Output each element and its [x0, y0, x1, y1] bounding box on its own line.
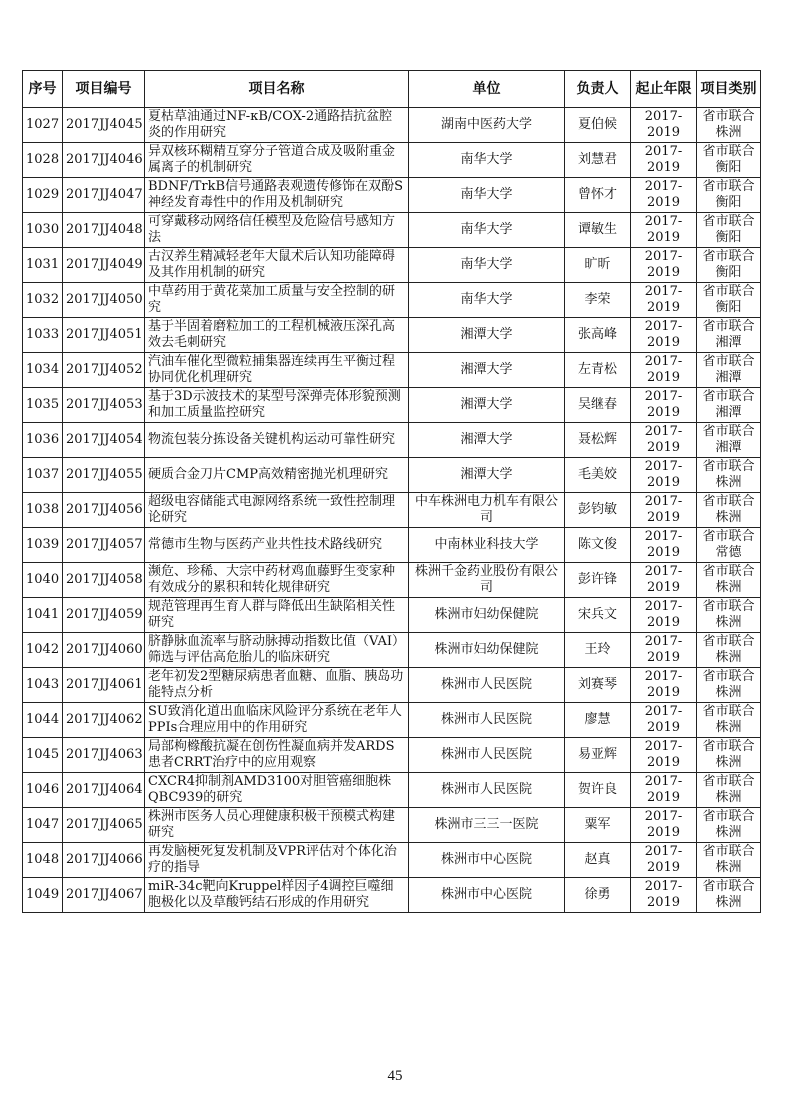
table-row — [23, 283, 761, 318]
cell-code: 2017JJ4064 — [63, 773, 145, 808]
cell-unit: 南华大学 — [409, 213, 565, 248]
cell-code: 2017JJ4052 — [63, 353, 145, 388]
table-row — [23, 633, 761, 668]
cell-unit: 湘潭大学 — [409, 388, 565, 423]
cell-years: 2017- 2019 — [631, 143, 697, 178]
table-row — [23, 108, 761, 143]
cell-code: 2017JJ4046 — [63, 143, 145, 178]
table-row — [23, 178, 761, 213]
cell-seq: 1030 — [23, 213, 63, 248]
cell-seq: 1046 — [23, 773, 63, 808]
table-row — [23, 773, 761, 808]
cell-person: 宋兵文 — [565, 598, 631, 633]
table-row — [23, 423, 761, 458]
cell-code: 2017JJ4059 — [63, 598, 145, 633]
cell-code: 2017JJ4063 — [63, 738, 145, 773]
cell-years: 2017- 2019 — [631, 738, 697, 773]
cell-seq: 1033 — [23, 318, 63, 353]
cell-code: 2017JJ4045 — [63, 108, 145, 143]
cell-seq: 1028 — [23, 143, 63, 178]
cell-years: 2017- 2019 — [631, 598, 697, 633]
cell-type: 省市联合 衡阳 — [697, 178, 761, 213]
cell-unit: 南华大学 — [409, 178, 565, 213]
cell-unit: 南华大学 — [409, 143, 565, 178]
cell-type: 省市联合 株洲 — [697, 843, 761, 878]
cell-years: 2017- 2019 — [631, 808, 697, 843]
cell-seq: 1044 — [23, 703, 63, 738]
cell-unit: 株洲市妇幼保健院 — [409, 633, 565, 668]
cell-seq: 1037 — [23, 458, 63, 493]
cell-unit: 株洲市人民医院 — [409, 773, 565, 808]
cell-name: 异双核环糊精互穿分子管道合成及吸附重金属离子的机制研究 — [145, 143, 409, 178]
cell-seq: 1043 — [23, 668, 63, 703]
cell-type: 省市联合 株洲 — [697, 738, 761, 773]
cell-seq: 1040 — [23, 563, 63, 598]
cell-years: 2017- 2019 — [631, 108, 697, 143]
cell-years: 2017- 2019 — [631, 458, 697, 493]
cell-type: 省市联合 湘潭 — [697, 388, 761, 423]
cell-unit: 株洲市三三一医院 — [409, 808, 565, 843]
cell-code: 2017JJ4050 — [63, 283, 145, 318]
page-number: 45 — [387, 1068, 403, 1084]
table-row — [23, 493, 761, 528]
cell-unit: 湘潭大学 — [409, 353, 565, 388]
cell-person: 左青松 — [565, 353, 631, 388]
table-row — [23, 703, 761, 738]
cell-name: 物流包装分拣设备关键机构运动可靠性研究 — [145, 423, 409, 458]
cell-person: 粟军 — [565, 808, 631, 843]
cell-code: 2017JJ4048 — [63, 213, 145, 248]
cell-years: 2017- 2019 — [631, 388, 697, 423]
cell-years: 2017- 2019 — [631, 633, 697, 668]
cell-years: 2017- 2019 — [631, 843, 697, 878]
cell-unit: 株洲千金药业股份有限公司 — [409, 563, 565, 598]
cell-seq: 1031 — [23, 248, 63, 283]
cell-type: 省市联合 株洲 — [697, 108, 761, 143]
cell-unit: 株洲市人民医院 — [409, 703, 565, 738]
cell-name: 株洲市医务人员心理健康积极干预模式构建研究 — [145, 808, 409, 843]
cell-type: 省市联合 株洲 — [697, 808, 761, 843]
cell-name: 濒危、珍稀、大宗中药材鸡血藤野生变家种有效成分的累积和转化规律研究 — [145, 563, 409, 598]
cell-code: 2017JJ4057 — [63, 528, 145, 563]
table-row — [23, 878, 761, 913]
cell-unit: 湘潭大学 — [409, 458, 565, 493]
table-row — [23, 808, 761, 843]
cell-person: 毛美姣 — [565, 458, 631, 493]
cell-years: 2017- 2019 — [631, 668, 697, 703]
cell-type: 省市联合 株洲 — [697, 773, 761, 808]
cell-name: 常德市生物与医药产业共性技术路线研究 — [145, 528, 409, 563]
cell-person: 李荣 — [565, 283, 631, 318]
cell-name: 汽油车催化型微粒捕集器连续再生平衡过程协同优化机理研究 — [145, 353, 409, 388]
project-table — [22, 70, 761, 913]
cell-code: 2017JJ4065 — [63, 808, 145, 843]
cell-type: 省市联合 株洲 — [697, 633, 761, 668]
cell-person: 彭许锋 — [565, 563, 631, 598]
cell-seq: 1047 — [23, 808, 63, 843]
cell-type: 省市联合 湘潭 — [697, 353, 761, 388]
cell-type: 省市联合 株洲 — [697, 878, 761, 913]
header-code: 项目编号 — [63, 71, 145, 108]
cell-code: 2017JJ4053 — [63, 388, 145, 423]
cell-years: 2017- 2019 — [631, 423, 697, 458]
cell-seq: 1049 — [23, 878, 63, 913]
cell-name: 再发脑梗死复发机制及VPR评估对个体化治疗的指导 — [145, 843, 409, 878]
cell-code: 2017JJ4061 — [63, 668, 145, 703]
cell-person: 张高峰 — [565, 318, 631, 353]
cell-type: 省市联合 衡阳 — [697, 143, 761, 178]
cell-code: 2017JJ4051 — [63, 318, 145, 353]
cell-unit: 湘潭大学 — [409, 318, 565, 353]
table-row — [23, 458, 761, 493]
cell-person: 吴继春 — [565, 388, 631, 423]
cell-name: CXCR4抑制剂AMD3100对胆管癌细胞株QBC939的研究 — [145, 773, 409, 808]
cell-code: 2017JJ4047 — [63, 178, 145, 213]
cell-code: 2017JJ4058 — [63, 563, 145, 598]
cell-name: 老年初发2型糖尿病患者血糖、血脂、胰岛功能特点分析 — [145, 668, 409, 703]
table-row — [23, 598, 761, 633]
cell-years: 2017- 2019 — [631, 493, 697, 528]
cell-type: 省市联合 株洲 — [697, 493, 761, 528]
cell-type: 省市联合 株洲 — [697, 458, 761, 493]
cell-seq: 1032 — [23, 283, 63, 318]
cell-code: 2017JJ4060 — [63, 633, 145, 668]
table-body — [23, 108, 761, 913]
cell-seq: 1045 — [23, 738, 63, 773]
cell-seq: 1042 — [23, 633, 63, 668]
cell-name: BDNF/TrkB信号通路表观遗传修饰在双酚S神经发育毒性中的作用及机制研究 — [145, 178, 409, 213]
cell-years: 2017- 2019 — [631, 283, 697, 318]
table-row — [23, 843, 761, 878]
table-row — [23, 248, 761, 283]
cell-name: SU致消化道出血临床风险评分系统在老年人PPIs合理应用中的作用研究 — [145, 703, 409, 738]
header-row — [23, 71, 761, 108]
cell-person: 旷昕 — [565, 248, 631, 283]
cell-type: 省市联合 湘潭 — [697, 318, 761, 353]
cell-person: 聂松辉 — [565, 423, 631, 458]
cell-type: 省市联合 株洲 — [697, 563, 761, 598]
cell-seq: 1048 — [23, 843, 63, 878]
cell-person: 廖慧 — [565, 703, 631, 738]
header-seq: 序号 — [23, 71, 63, 108]
cell-code: 2017JJ4055 — [63, 458, 145, 493]
cell-years: 2017- 2019 — [631, 773, 697, 808]
cell-unit: 株洲市妇幼保健院 — [409, 598, 565, 633]
table-row — [23, 353, 761, 388]
cell-code: 2017JJ4049 — [63, 248, 145, 283]
cell-name: 古汉养生精减轻老年大鼠术后认知功能障碍及其作用机制的研究 — [145, 248, 409, 283]
cell-name: miR-34c靶向Kruppel样因子4调控巨噬细胞极化以及草酸钙结石形成的作用研究 — [145, 878, 409, 913]
cell-person: 刘赛琴 — [565, 668, 631, 703]
cell-unit: 湘潭大学 — [409, 423, 565, 458]
cell-unit: 中南林业科技大学 — [409, 528, 565, 563]
cell-seq: 1039 — [23, 528, 63, 563]
cell-unit: 南华大学 — [409, 283, 565, 318]
cell-code: 2017JJ4062 — [63, 703, 145, 738]
cell-years: 2017- 2019 — [631, 213, 697, 248]
cell-years: 2017- 2019 — [631, 528, 697, 563]
cell-years: 2017- 2019 — [631, 703, 697, 738]
header-name: 项目名称 — [145, 71, 409, 108]
table-row — [23, 528, 761, 563]
cell-years: 2017- 2019 — [631, 353, 697, 388]
cell-type: 省市联合 衡阳 — [697, 283, 761, 318]
table-row — [23, 143, 761, 178]
table-row — [23, 738, 761, 773]
cell-unit: 株洲市中心医院 — [409, 878, 565, 913]
cell-type: 省市联合 衡阳 — [697, 248, 761, 283]
cell-person: 刘慧君 — [565, 143, 631, 178]
cell-name: 规范管理再生育人群与降低出生缺陷相关性研究 — [145, 598, 409, 633]
cell-unit: 株洲市人民医院 — [409, 668, 565, 703]
cell-unit: 湖南中医药大学 — [409, 108, 565, 143]
cell-name: 可穿戴移动网络信任模型及危险信号感知方法 — [145, 213, 409, 248]
cell-seq: 1029 — [23, 178, 63, 213]
table-row — [23, 563, 761, 598]
cell-person: 谭敏生 — [565, 213, 631, 248]
header-type: 项目类别 — [697, 71, 761, 108]
cell-code: 2017JJ4056 — [63, 493, 145, 528]
cell-seq: 1038 — [23, 493, 63, 528]
cell-code: 2017JJ4054 — [63, 423, 145, 458]
cell-person: 陈文俊 — [565, 528, 631, 563]
cell-person: 易亚辉 — [565, 738, 631, 773]
cell-person: 彭钧敏 — [565, 493, 631, 528]
header-unit: 单位 — [409, 71, 565, 108]
cell-years: 2017- 2019 — [631, 878, 697, 913]
table-row — [23, 668, 761, 703]
cell-seq: 1041 — [23, 598, 63, 633]
cell-name: 硬质合金刀片CMP高效精密抛光机理研究 — [145, 458, 409, 493]
cell-name: 脐静脉血流率与脐动脉搏动指数比值（VAI）筛选与评估高危胎儿的临床研究 — [145, 633, 409, 668]
cell-name: 中草药用于黄花菜加工质量与安全控制的研究 — [145, 283, 409, 318]
cell-seq: 1036 — [23, 423, 63, 458]
cell-seq: 1034 — [23, 353, 63, 388]
cell-name: 基于3D示波技术的某型号深弹壳体形貌预测和加工质量监控研究 — [145, 388, 409, 423]
cell-years: 2017- 2019 — [631, 248, 697, 283]
table-row — [23, 318, 761, 353]
cell-unit: 中车株洲电力机车有限公司 — [409, 493, 565, 528]
cell-person: 徐勇 — [565, 878, 631, 913]
header-person: 负责人 — [565, 71, 631, 108]
cell-name: 局部枸橼酸抗凝在创伤性凝血病并发ARDS患者CRRT治疗中的应用观察 — [145, 738, 409, 773]
cell-person: 曾怀才 — [565, 178, 631, 213]
cell-name: 夏枯草油通过NF-κB/COX-2通路拮抗盆腔炎的作用研究 — [145, 108, 409, 143]
cell-person: 王玲 — [565, 633, 631, 668]
cell-person: 赵真 — [565, 843, 631, 878]
cell-type: 省市联合 株洲 — [697, 703, 761, 738]
table-row — [23, 388, 761, 423]
cell-type: 省市联合 株洲 — [697, 668, 761, 703]
cell-type: 省市联合 衡阳 — [697, 213, 761, 248]
cell-code: 2017JJ4067 — [63, 878, 145, 913]
header-years: 起止年限 — [631, 71, 697, 108]
cell-name: 基于半固着磨粒加工的工程机械液压深孔高效去毛刺研究 — [145, 318, 409, 353]
cell-years: 2017- 2019 — [631, 178, 697, 213]
cell-person: 夏伯候 — [565, 108, 631, 143]
cell-unit: 株洲市中心医院 — [409, 843, 565, 878]
table-row — [23, 213, 761, 248]
cell-code: 2017JJ4066 — [63, 843, 145, 878]
cell-type: 省市联合 株洲 — [697, 598, 761, 633]
cell-seq: 1027 — [23, 108, 63, 143]
cell-unit: 南华大学 — [409, 248, 565, 283]
cell-years: 2017- 2019 — [631, 318, 697, 353]
cell-seq: 1035 — [23, 388, 63, 423]
cell-person: 贺许良 — [565, 773, 631, 808]
cell-type: 省市联合 常德 — [697, 528, 761, 563]
cell-name: 超级电容储能式电源网络系统一致性控制理论研究 — [145, 493, 409, 528]
cell-type: 省市联合 湘潭 — [697, 423, 761, 458]
cell-years: 2017- 2019 — [631, 563, 697, 598]
cell-unit: 株洲市人民医院 — [409, 738, 565, 773]
